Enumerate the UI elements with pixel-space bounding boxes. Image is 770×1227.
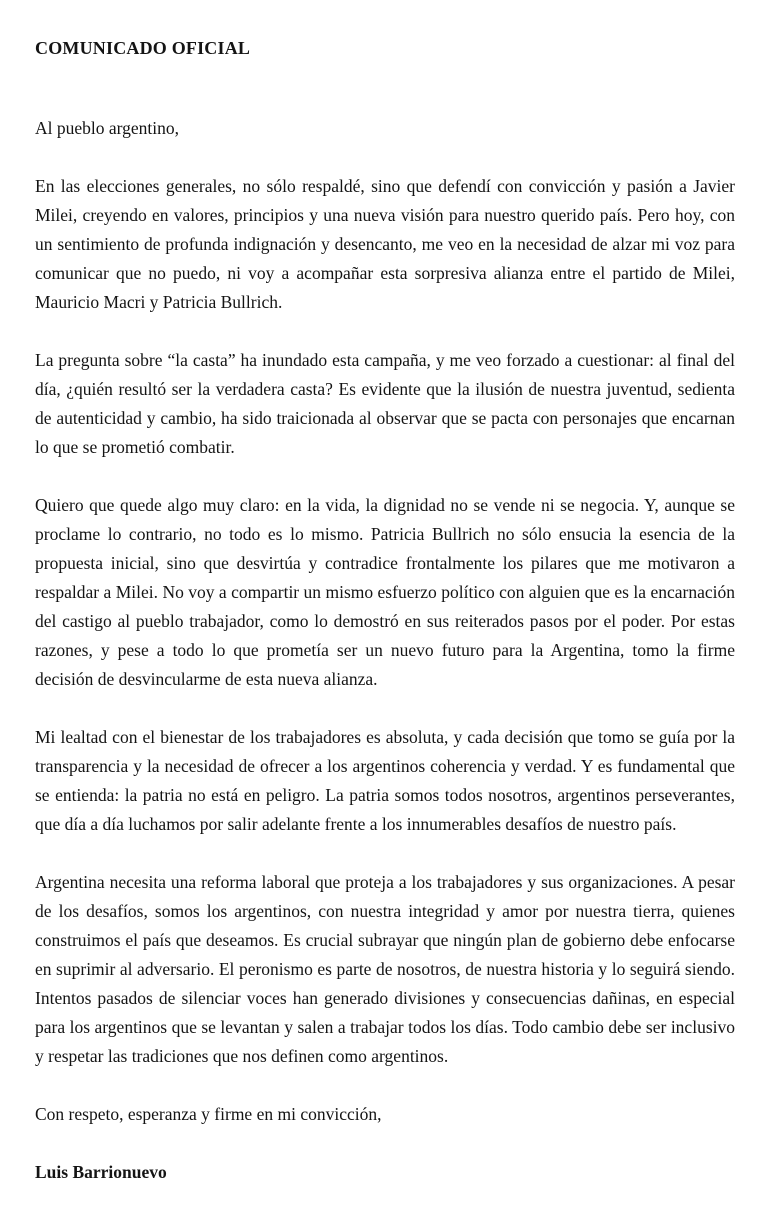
paragraph-3: Quiero que quede algo muy claro: en la vida, la dignidad no se vende ni se negocia. Y, aunque se proclame lo contrario, no todo es lo mismo. Patricia Bullrich no sólo ensucia la esencia de la propuesta inicial, sino que desvirtúa y contradice frontalmente los pilares que me motivaron a respaldar a Milei. No voy a compartir un mismo esfuerzo político con alguien que es la encarnación del castigo al pueblo trabajador, como lo demostró en sus reiterados pasos por el poder. Por estas razones, y pese a todo lo que prometía ser un nuevo futuro para la Argentina, tomo la firme decisión de desvincularme de esta nueva alianza. <box>35 495 735 689</box>
paragraph-1: En las elecciones generales, no sólo respaldé, sino que defendí con convicción y pasión a Javier Milei, creyendo en valores, principios y una nueva visión para nuestro querido país. Pero hoy, con un sentimiento de profunda indignación y desencanto, me veo en la necesidad de alzar mi voz para comunicar que no puedo, ni voy a acompañar esta sorpresiva alianza entre el partido de Milei, Mauricio Macri y Patricia Bullrich. <box>35 176 735 312</box>
salutation-line: Al pueblo argentino, <box>35 118 180 138</box>
paragraph-4: Mi lealtad con el bienestar de los trabajadores es absoluta, y cada decisión que tomo se guía por la transparencia y la necesidad de ofrecer a los argentinos coherencia y verdad. Y es fundamental que se entienda: la patria no está en peligro. La patria somos todos nosotros, argentinos perseverantes, que día a día luchamos por salir adelante frente a los innumerables desafíos de nuestro país. <box>35 727 735 834</box>
signature-name: Luis Barrionuevo <box>35 1162 167 1182</box>
paragraph-2: La pregunta sobre “la casta” ha inundado esta campaña, y me veo forzado a cuestionar: al final del día, ¿quién resultó ser la verdadera casta? Es evidente que la ilusión de nuestra juventud, sedienta de autenticidad y cambio, ha sido traicionada al observar que se pacta con personajes que encarnan lo que se prometió combatir. <box>35 350 735 457</box>
closing-line: Con respeto, esperanza y firme en mi convicción, <box>35 1104 382 1124</box>
paragraph-5: Argentina necesita una reforma laboral que proteja a los trabajadores y sus organizaciones. A pesar de los desafíos, somos los argentinos, con nuestra integridad y amor por nuestra tierra, quienes construimos el país que deseamos. Es crucial subrayar que ningún plan de gobierno debe enfocarse en suprimir al adversario. El peronismo es parte de nosotros, de nuestra historia y lo seguirá siendo. Intentos pasados de silenciar voces han generado divisiones y consecuencias dañinas, en especial para los argentinos que se levantan y salen a trabajar todos los días. Todo cambio debe ser inclusivo y respetar las tradiciones que nos definen como argentinos. <box>35 872 735 1066</box>
document-title: COMUNICADO OFICIAL <box>35 38 251 58</box>
